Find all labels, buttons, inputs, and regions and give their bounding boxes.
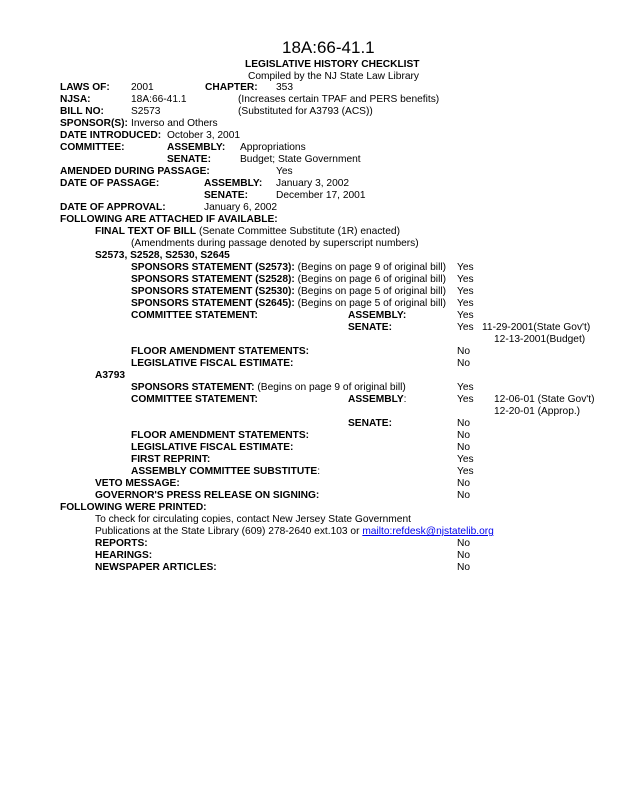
refdesk-email-link[interactable]: mailto:refdesk@njstatelib.org <box>362 526 494 537</box>
s2528-sponsors-statement <box>131 274 446 286</box>
s2530-sponsors-statement <box>131 286 446 298</box>
reports-value: No <box>457 538 471 549</box>
a-floor-amendment-value: No <box>457 430 471 441</box>
a-committee-senate-label: SENATE: <box>348 418 392 429</box>
passage-assembly-label: ASSEMBLY: <box>204 178 263 189</box>
s2528-note: (Begins on page 6 of original bill) <box>294 274 446 285</box>
date-of-approval-value: January 6, 2002 <box>204 202 278 213</box>
s2645-note: (Begins on page 5 of original bill) <box>294 298 446 309</box>
s2573-note: (Begins on page 9 of original bill) <box>294 262 446 273</box>
a-committee-statement-label: COMMITTEE STATEMENT: <box>131 394 258 405</box>
a-floor-amendment-label: FLOOR AMENDMENT STATEMENTS: <box>131 430 310 441</box>
bill-no-note: (Substituted for A3793 (ACS)) <box>238 106 373 117</box>
a-sponsors-label: SPONSORS STATEMENT: <box>131 382 255 393</box>
a-acs-colon: : <box>317 466 321 477</box>
a-sponsors-value: Yes <box>457 382 474 393</box>
bill-no-value: S2573 <box>131 106 161 117</box>
date-introduced-value: October 3, 2001 <box>167 130 241 141</box>
amended-label: AMENDED DURING PASSAGE: <box>60 166 210 177</box>
njsa-value: 18A:66-41.1 <box>131 94 187 105</box>
a-committee-assembly-colon: : <box>403 394 407 405</box>
printed-line-2 <box>95 526 494 538</box>
a-committee-assembly <box>348 394 407 406</box>
press-release-value: No <box>457 490 471 501</box>
a-fiscal-estimate-value: No <box>457 442 471 453</box>
s2573-sponsors-statement <box>131 262 446 274</box>
s2530-note: (Begins on page 5 of original bill) <box>294 286 446 297</box>
a-acs <box>131 466 320 478</box>
printed-line-2-text: Publications at the State Library (609) 278-2640 ext.103 or <box>95 526 363 537</box>
s-committee-assembly-label: ASSEMBLY: <box>348 310 407 321</box>
njsa-note: (Increases certain TPAF and PERS benefits) <box>238 94 440 105</box>
date-of-approval-label: DATE OF APPROVAL: <box>60 202 166 213</box>
s-fiscal-estimate-label: LEGISLATIVE FISCAL ESTIMATE: <box>131 358 294 369</box>
s-floor-amendment-label: FLOOR AMENDMENT STATEMENTS: <box>131 346 310 357</box>
s2573-label: SPONSORS STATEMENT (S2573): <box>131 262 295 273</box>
s2530-value: Yes <box>457 286 474 297</box>
s2645-sponsors-statement <box>131 298 446 310</box>
s2528-label: SPONSORS STATEMENT (S2528): <box>131 274 295 285</box>
committee-senate-label: SENATE: <box>167 154 211 165</box>
citation-heading: 18A:66-41.1 <box>282 38 375 57</box>
s2530-label: SPONSORS STATEMENT (S2530): <box>131 286 295 297</box>
s-committee-senate-label: SENATE: <box>348 322 392 333</box>
a-acs-value: Yes <box>457 466 474 477</box>
s-floor-amendment-value: No <box>457 346 471 357</box>
press-release-label: GOVERNOR'S PRESS RELEASE ON SIGNING: <box>95 490 320 501</box>
passage-senate-value: December 17, 2001 <box>276 190 366 201</box>
s2573-value: Yes <box>457 262 474 273</box>
date-introduced-label: DATE INTRODUCED: <box>60 130 162 141</box>
checklist-subtitle: Compiled by the NJ State Law Library <box>248 71 420 82</box>
a-first-reprint-value: Yes <box>457 454 474 465</box>
final-text-line <box>95 226 400 238</box>
date-of-passage-label: DATE OF PASSAGE: <box>60 178 160 189</box>
laws-of-label: LAWS OF: <box>60 82 110 93</box>
committee-senate-value: Budget; State Government <box>240 154 361 165</box>
a-sponsors-statement <box>131 382 406 394</box>
final-text-label: FINAL TEXT OF BILL <box>95 226 197 237</box>
passage-assembly-value: January 3, 2002 <box>276 178 350 189</box>
newspaper-value: No <box>457 562 471 573</box>
newspaper-label: NEWSPAPER ARTICLES: <box>95 562 217 573</box>
s-committee-senate-value: Yes <box>457 322 474 333</box>
final-text-note: (Senate Committee Substitute (1R) enacted) <box>196 226 400 237</box>
a-committee-assembly-label: ASSEMBLY <box>348 394 404 405</box>
s-committee-assembly-value: Yes <box>457 310 474 321</box>
chapter-label: CHAPTER: <box>205 82 258 93</box>
s-committee-statement-label: COMMITTEE STATEMENT: <box>131 310 258 321</box>
committee-label: COMMITTEE: <box>60 142 125 153</box>
bill-no-label: BILL NO: <box>60 106 104 117</box>
committee-assembly-label: ASSEMBLY: <box>167 142 226 153</box>
printed-line-1: To check for circulating copies, contact New Jersey State Government <box>95 514 411 525</box>
printed-heading: FOLLOWING WERE PRINTED: <box>60 502 207 513</box>
amended-value: Yes <box>276 166 293 177</box>
attached-heading: FOLLOWING ARE ATTACHED IF AVAILABLE: <box>60 214 278 225</box>
checklist-title: LEGISLATIVE HISTORY CHECKLIST <box>245 59 420 70</box>
s-fiscal-estimate-value: No <box>457 358 471 369</box>
s2645-value: Yes <box>457 298 474 309</box>
sponsors-label: SPONSOR(S): <box>60 118 128 129</box>
final-text-note-2: (Amendments during passage denoted by superscript numbers) <box>131 238 419 249</box>
njsa-label: NJSA: <box>60 94 91 105</box>
s-senate-date-2: 12-13-2001(Budget) <box>494 334 586 345</box>
chapter-value: 353 <box>276 82 293 93</box>
reports-label: REPORTS: <box>95 538 148 549</box>
s-senate-date-1: 11-29-2001(State Gov't) <box>482 322 591 333</box>
s2528-value: Yes <box>457 274 474 285</box>
a-assembly-date-1: 12-06-01 (State Gov't) <box>494 394 595 405</box>
veto-label: VETO MESSAGE: <box>95 478 180 489</box>
a-committee-senate-value: No <box>457 418 471 429</box>
s2645-label: SPONSORS STATEMENT (S2645): <box>131 298 295 309</box>
a-fiscal-estimate-label: LEGISLATIVE FISCAL ESTIMATE: <box>131 442 294 453</box>
veto-value: No <box>457 478 471 489</box>
a-assembly-date-2: 12-20-01 (Approp.) <box>494 406 581 417</box>
s-bills-heading: S2573, S2528, S2530, S2645 <box>95 250 230 261</box>
laws-of-value: 2001 <box>131 82 154 93</box>
passage-senate-label: SENATE: <box>204 190 248 201</box>
committee-assembly-value: Appropriations <box>240 142 306 153</box>
a-sponsors-note: (Begins on page 9 of original bill) <box>254 382 406 393</box>
hearings-label: HEARINGS: <box>95 550 153 561</box>
sponsors-value: Inverso and Others <box>131 118 218 129</box>
a-acs-label: ASSEMBLY COMMITTEE SUBSTITUTE <box>131 466 318 477</box>
a-bill-heading: A3793 <box>95 370 126 381</box>
a-first-reprint-label: FIRST REPRINT: <box>131 454 211 465</box>
hearings-value: No <box>457 550 471 561</box>
a-committee-assembly-value: Yes <box>457 394 474 405</box>
